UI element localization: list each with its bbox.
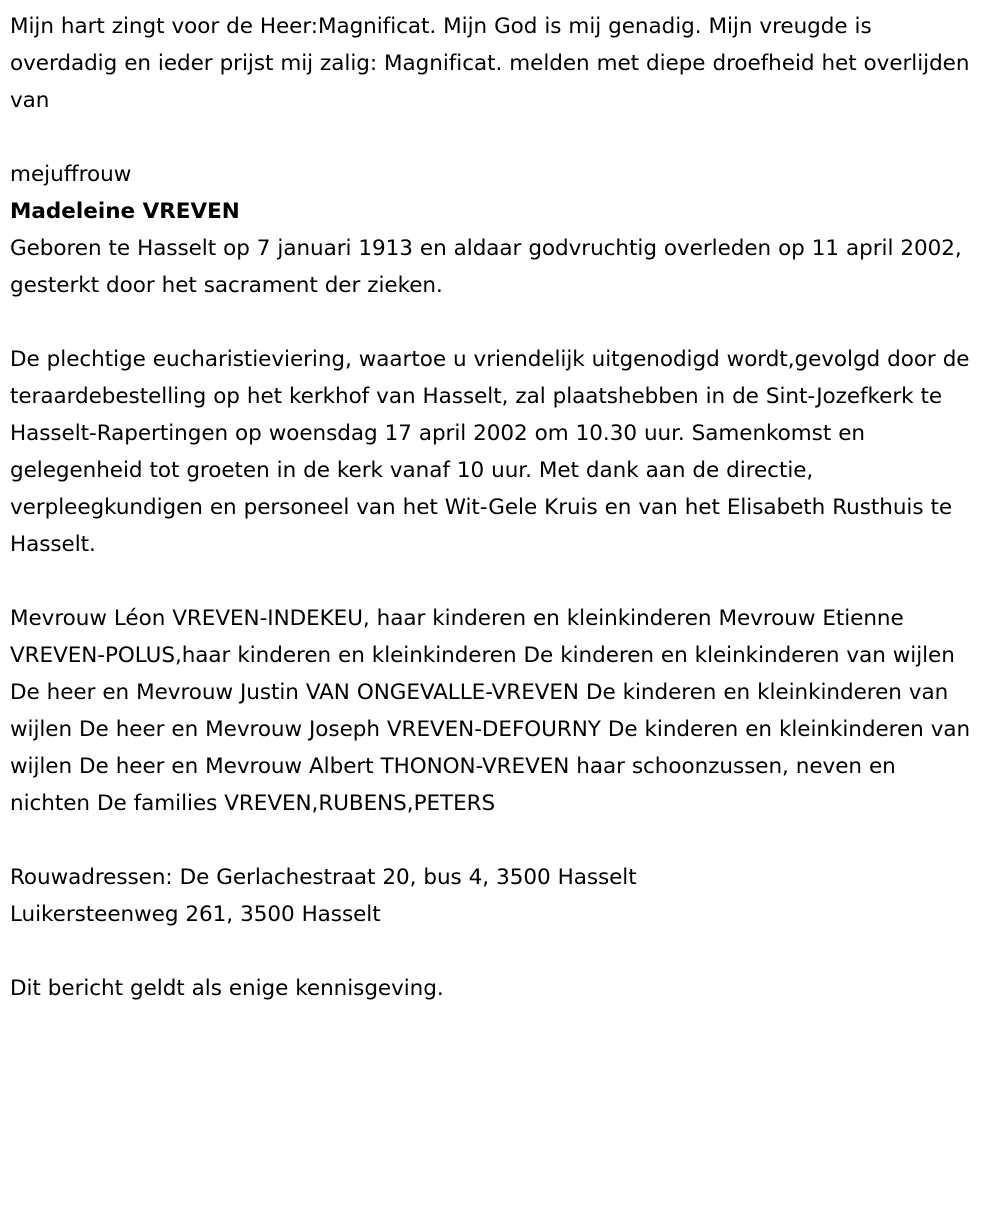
surviving-family-paragraph: Mevrouw Léon VREVEN-INDEKEU, haar kinderen en kleinkinderen Mevrouw Etienne VREVEN-POLUS,haar kinderen en kleinkinderen De kinderen en kleinkinderen van wijlen De heer en Mevrouw Justin VAN ONGEVALLE-VREVEN De kinderen en kleinkinderen van wijlen De heer en Mevrouw Joseph VREVEN-DEFOURNY De kinderen en kleinkinderen van wijlen De heer en Mevrouw Albert THONON-VREVEN haar schoonzussen, neven en nichten De families VREVEN,RUBENS,PETERS xyxy=(10,606,971,816)
mourning-address-line-2: Luikersteenweg 261, 3500 Hasselt xyxy=(10,902,381,927)
funeral-service-paragraph: De plechtige eucharistieviering, waartoe u vriendelijk uitgenodigd wordt,gevolgd door de teraardebestelling op het kerkhof van Hasselt, zal plaatshebben in de Sint-Jozefkerk te Hasselt-Rapertingen op woensdag 17 april 2002 om 10.30 uur. Samenkomst en gelegenheid tot groeten in de kerk vanaf 10 uur. Met dank aan de directie, verpleegkundigen en personeel van het Wit-Gele Kruis en van het Elisabeth Rusthuis te Hasselt. xyxy=(10,347,970,557)
closing-notice: Dit bericht geldt als enige kennisgeving. xyxy=(10,976,444,1001)
opening-paragraph: Mijn hart zingt voor de Heer:Magnificat. Mijn God is mij genadig. Mijn vreugde is overdadig en ieder prijst mij zalig: Magnificat. melden met diepe droefheid het overlijden van xyxy=(10,14,970,113)
deceased-name: Madeleine VREVEN xyxy=(10,199,240,224)
salutation-line: mejuffrouw xyxy=(10,162,132,187)
birth-and-death-paragraph: Geboren te Hasselt op 7 januari 1913 en aldaar godvruchtig overleden op 11 april 2002, gesterkt door het sacrament der zieken. xyxy=(10,236,962,298)
mourning-address-line-1: Rouwadressen: De Gerlachestraat 20, bus 4, 3500 Hasselt xyxy=(10,865,637,890)
